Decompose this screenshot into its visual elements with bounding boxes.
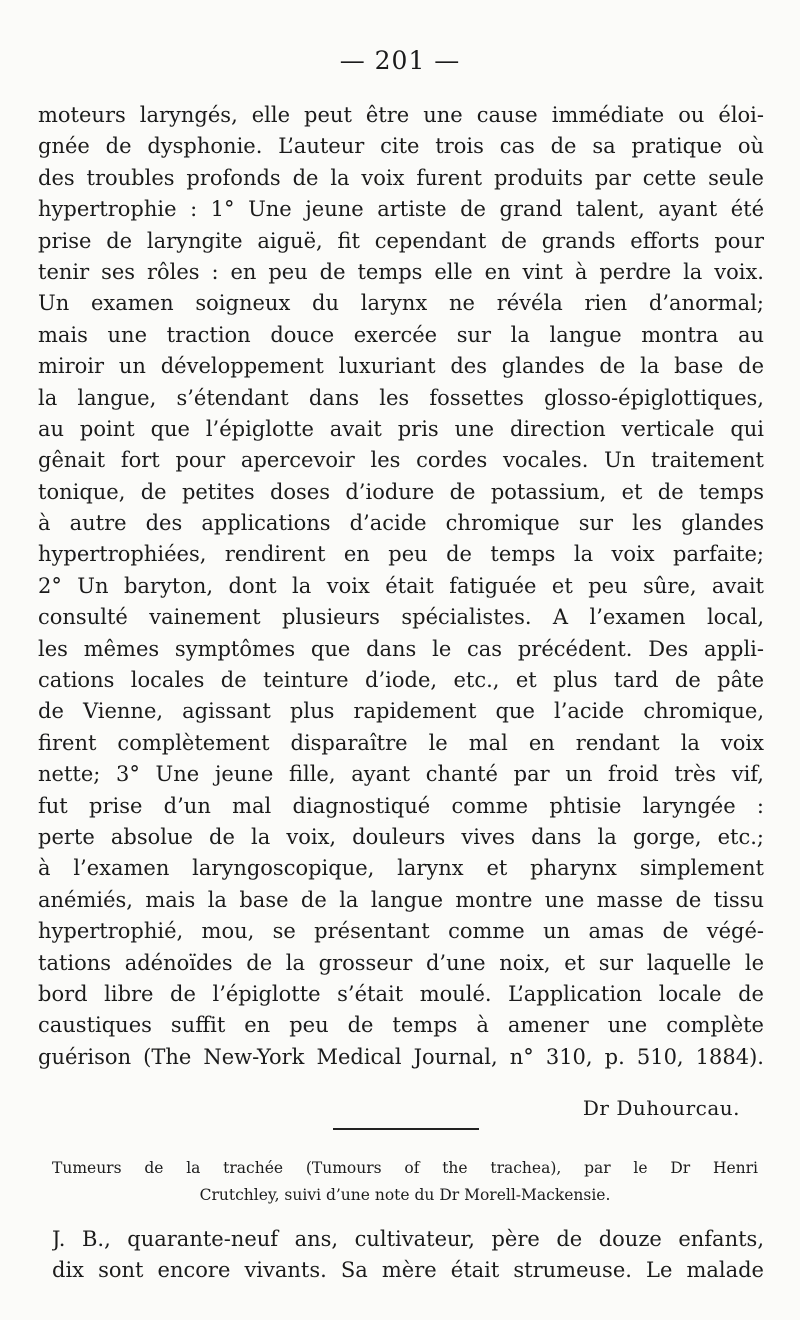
text-line: hypertrophie : 1° Une jeune artiste de grand talent, ayant été (38, 197, 764, 222)
text-line: J. B., quarante-neuf ans, cultivateur, père de douze enfants, (52, 1227, 764, 1251)
text-line: caustiques suffit en peu de temps à amener une complète (38, 1013, 764, 1038)
text-line: perte absolue de la voix, douleurs vives dans la gorge, etc.; (38, 824, 764, 849)
text-line: miroir un développement luxuriant des glandes de la base de (38, 354, 764, 379)
text-line: des troubles profonds de la voix furent produits par cette seule (38, 165, 764, 190)
text-line: la langue, s’étendant dans les fossettes glosso-épiglottiques, (38, 385, 764, 410)
article-body (38, 100, 764, 1073)
text-line: à l’examen laryngoscopique, larynx et pharynx simplement (38, 856, 764, 881)
text-line: de Vienne, agissant plus rapidement que l’acide chromique, (38, 699, 764, 724)
text-line: Un examen soigneux du larynx ne révéla rien d’anormal; (38, 291, 764, 316)
text-line: tations adénoïdes de la grosseur d’une noix, et sur laquelle le (38, 950, 764, 975)
text-line: à autre des applications d’acide chromique sur les glandes (38, 511, 764, 536)
heading-line-1: Tumeurs de la trachée (Tumours of the trachea), par le Dr Henri (52, 1159, 758, 1177)
text-line: nette; 3° Une jeune fille, ayant chanté par un froid très vif, (38, 762, 764, 787)
text-line: les mêmes symptômes que dans le cas précédent. Des appli- (38, 636, 764, 661)
text-line: consulté vainement plusieurs spécialistes. A l’examen local, (38, 605, 764, 630)
text-line: hypertrophiées, rendirent en peu de temps la voix parfaite; (38, 542, 764, 567)
text-line: hypertrophié, mou, se présentant comme un amas de végé- (38, 919, 764, 944)
text-line: prise de laryngite aiguë, fit cependant de grands efforts pour (38, 228, 764, 253)
text-line: moteurs laryngés, elle peut être une cause immédiate ou éloi- (38, 103, 764, 127)
text-line: gnée de dysphonie. L’auteur cite trois cas de sa pratique où (38, 134, 764, 159)
text-line: gênait fort pour apercevoir les cordes vocales. Un traitement (38, 448, 764, 473)
text-line: dix sont encore vivants. Sa mère était strumeuse. Le malade (52, 1258, 764, 1282)
next-article-body (52, 1224, 764, 1286)
text-line: guérison (The New-York Medical Journal, n° 310, p. 510, 1884). (38, 1044, 764, 1069)
text-line: firent complètement disparaître le mal en rendant la voix (38, 730, 764, 755)
text-line: tonique, de petites doses d’iodure de potassium, et de temps (38, 479, 764, 504)
text-line: tenir ses rôles : en peu de temps elle en vint à perdre la voix. (38, 259, 764, 284)
next-article-heading (52, 1155, 758, 1209)
author-signature: Dr Duhourcau. (582, 1096, 740, 1120)
text-line: cations locales de teinture d’iode, etc., et plus tard de pâte (38, 668, 764, 693)
section-divider (333, 1128, 479, 1130)
heading-line-2: Crutchley, suivi d’une note du Dr Morell-Mackensie. (199, 1186, 611, 1204)
text-line: anémiés, mais la base de la langue montre une masse de tissu (38, 887, 764, 912)
text-line: mais une traction douce exercée sur la langue montra au (38, 322, 764, 347)
text-line: bord libre de l’épiglotte s’était moulé. L’application locale de (38, 981, 764, 1006)
text-line: fut prise d’un mal diagnostiqué comme phtisie laryngée : (38, 793, 764, 818)
text-line: au point que l’épiglotte avait pris une direction verticale qui (38, 416, 764, 441)
text-line: 2° Un baryton, dont la voix était fatiguée et peu sûre, avait (38, 573, 764, 598)
page-number: — 201 — (339, 46, 461, 75)
